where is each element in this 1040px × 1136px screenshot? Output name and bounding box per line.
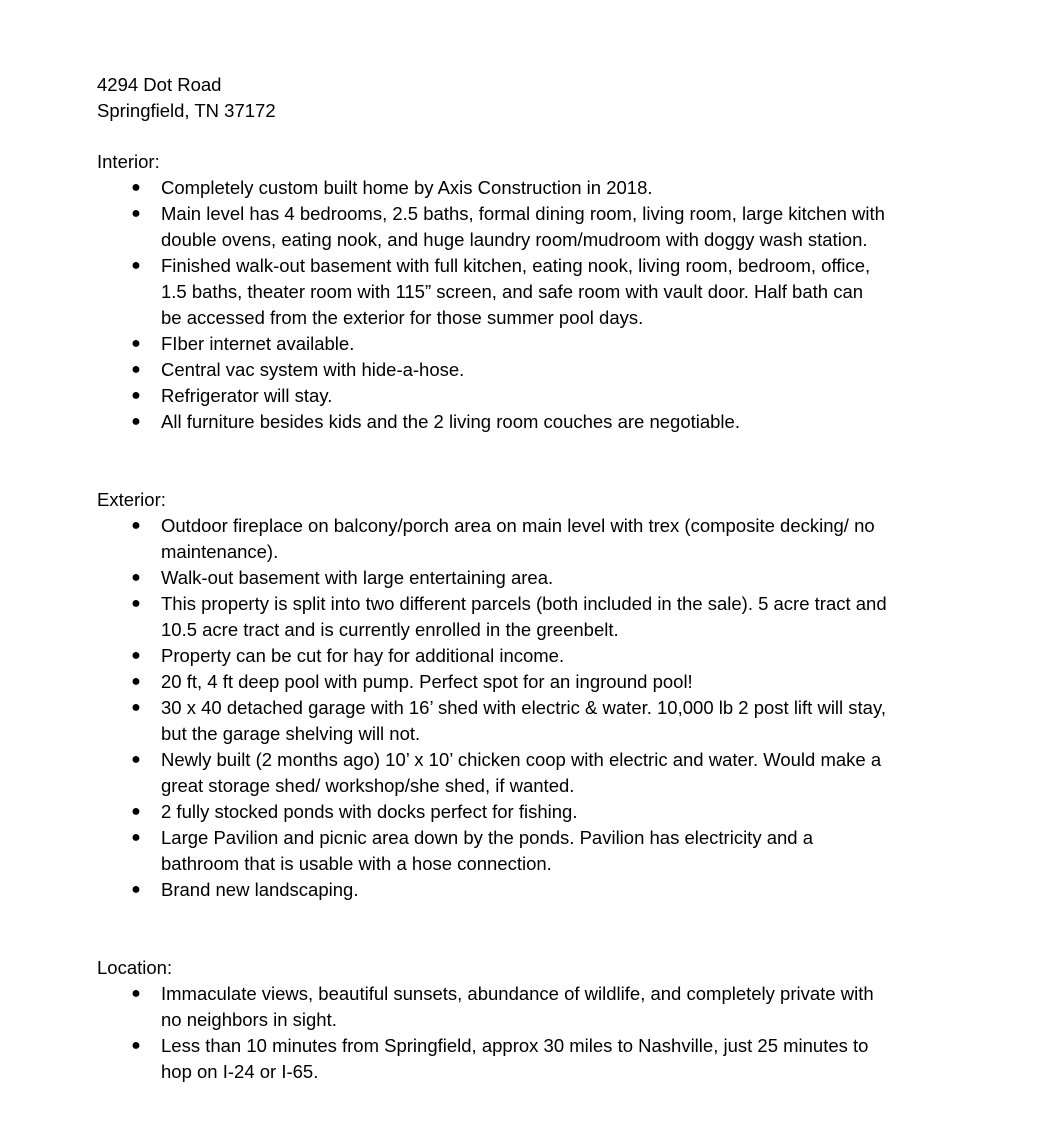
list-item-text: Central vac system with hide-a-hose. [161,359,465,380]
address-street: 4294 Dot Road [97,74,222,95]
list-item-text: bathroom that is usable with a hose connection. [161,853,552,874]
list-item [97,409,957,435]
list-item-text: Finished walk-out basement with full kitchen, eating nook, living room, bedroom, office, [161,255,871,276]
bullet-icon: ● [131,569,141,586]
list-item-text: Main level has 4 bedrooms, 2.5 baths, formal dining room, living room, large kitchen with [161,203,885,224]
spacer [97,903,957,955]
exterior-list [97,513,957,903]
exterior-section [97,487,957,903]
list-item [97,1033,957,1085]
list-item [97,825,957,877]
location-list [97,981,957,1085]
list-item-text: but the garage shelving will not. [161,723,421,744]
bullet-icon: ● [131,257,141,274]
list-item [97,513,957,565]
list-item-text: Newly built (2 months ago) 10’ x 10’ chicken coop with electric and water. Would make a [161,749,882,770]
location-heading: Location: [97,957,173,978]
bullet-icon: ● [131,699,141,716]
list-item-text: 20 ft, 4 ft deep pool with pump. Perfect spot for an inground pool! [161,671,693,692]
list-item-text: Less than 10 minutes from Springfield, approx 30 miles to Nashville, just 25 minutes to [161,1035,869,1056]
bullet-icon: ● [131,829,141,846]
list-item [97,331,957,357]
address-city-state-zip: Springfield, TN 37172 [97,100,276,121]
bullet-icon: ● [131,595,141,612]
list-item [97,799,957,825]
list-item-text: This property is split into two different parcels (both included in the sale). 5 acre tract and [161,593,887,614]
bullet-icon: ● [131,179,141,196]
bullet-icon: ● [131,517,141,534]
list-item-text: maintenance). [161,541,279,562]
list-item-text: hop on I-24 or I-65. [161,1061,319,1082]
document-page [97,72,957,1085]
bullet-icon: ● [131,1037,141,1054]
list-item [97,747,957,799]
interior-heading: Interior: [97,151,160,172]
list-item [97,383,957,409]
list-item [97,201,957,253]
bullet-icon: ● [131,387,141,404]
interior-list [97,175,957,435]
bullet-icon: ● [131,205,141,222]
list-item-text: great storage shed/ workshop/she shed, if wanted. [161,775,575,796]
bullet-icon: ● [131,803,141,820]
bullet-icon: ● [131,673,141,690]
list-item-text: be accessed from the exterior for those summer pool days. [161,307,644,328]
list-item [97,565,957,591]
list-item-text: Brand new landscaping. [161,879,359,900]
list-item-text: FIber internet available. [161,333,355,354]
address-block [97,72,957,124]
list-item-text: 1.5 baths, theater room with 115” screen, and safe room with vault door. Half bath can [161,281,864,302]
list-item-text: 10.5 acre tract and is currently enrolled in the greenbelt. [161,619,619,640]
bullet-icon: ● [131,335,141,352]
list-item-text: Outdoor fireplace on balcony/porch area on main level with trex (composite decking/ no [161,515,875,536]
list-item [97,591,957,643]
list-item-text: double ovens, eating nook, and huge laundry room/mudroom with doggy wash station. [161,229,868,250]
interior-section [97,149,957,435]
list-item-text: Large Pavilion and picnic area down by the ponds. Pavilion has electricity and a [161,827,814,848]
list-item-text: Refrigerator will stay. [161,385,333,406]
bullet-icon: ● [131,413,141,430]
list-item [97,175,957,201]
list-item [97,253,957,331]
list-item-text: Property can be cut for hay for additional income. [161,645,565,666]
list-item-text: no neighbors in sight. [161,1009,337,1030]
list-item [97,877,957,903]
list-item [97,669,957,695]
list-item-text: Walk-out basement with large entertaining area. [161,567,554,588]
bullet-icon: ● [131,881,141,898]
bullet-icon: ● [131,751,141,768]
location-section [97,955,957,1085]
list-item-text: Immaculate views, beautiful sunsets, abundance of wildlife, and completely private with [161,983,874,1004]
bullet-icon: ● [131,985,141,1002]
list-item-text: All furniture besides kids and the 2 living room couches are negotiable. [161,411,740,432]
list-item-text: 30 x 40 detached garage with 16’ shed with electric & water. 10,000 lb 2 post lift will stay, [161,697,886,718]
list-item-text: 2 fully stocked ponds with docks perfect for fishing. [161,801,578,822]
exterior-heading: Exterior: [97,489,166,510]
spacer [97,124,957,149]
list-item [97,695,957,747]
list-item [97,643,957,669]
spacer [97,435,957,487]
list-item-text: Completely custom built home by Axis Construction in 2018. [161,177,653,198]
list-item [97,981,957,1033]
list-item [97,357,957,383]
bullet-icon: ● [131,361,141,378]
bullet-icon: ● [131,647,141,664]
